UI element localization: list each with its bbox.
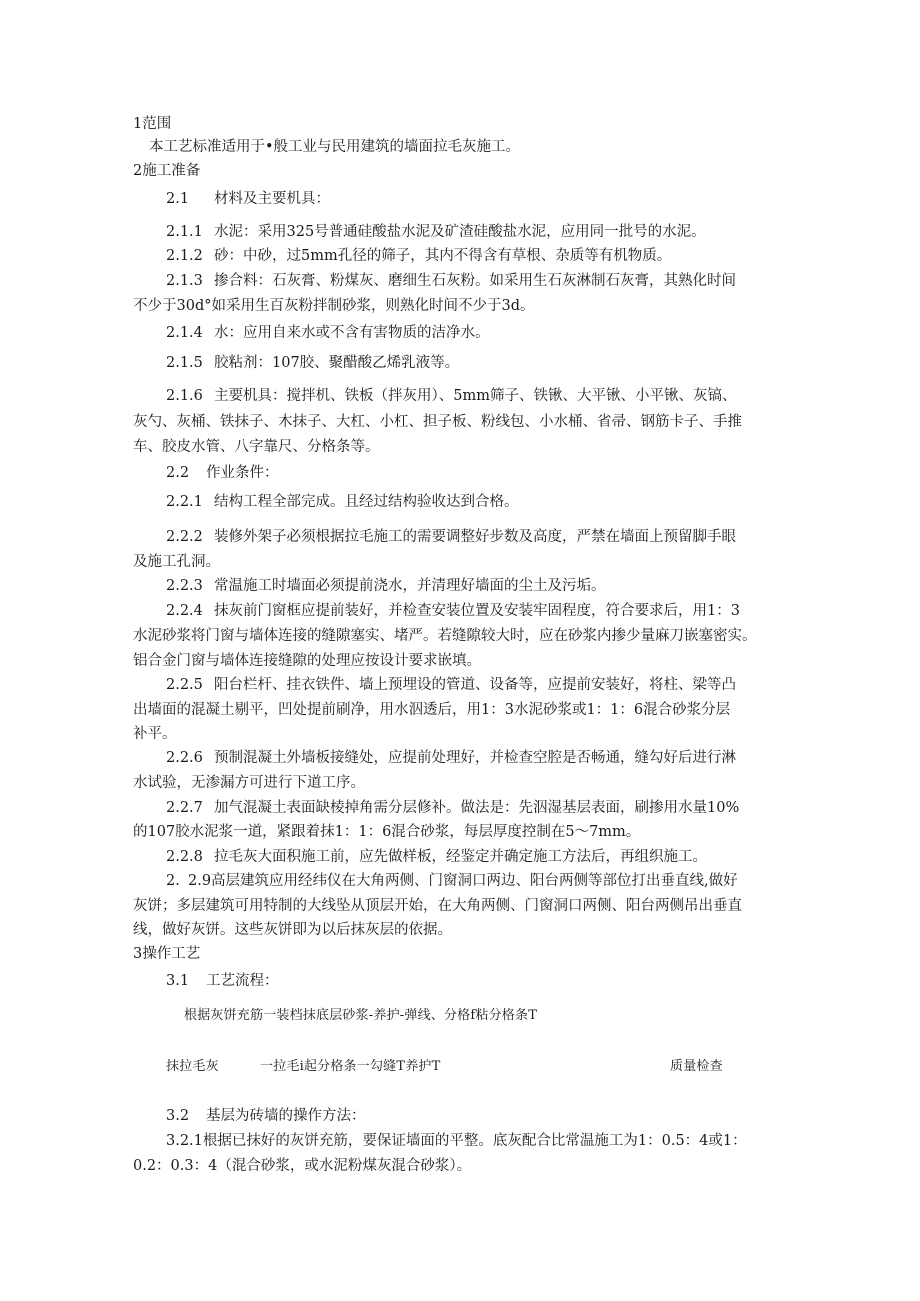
clause-2-2-8 [166, 847, 707, 867]
clause-text: 胶粘剂：107胶、聚醋酸乙烯乳液等。 [214, 355, 460, 371]
clause-number: 2.2.8 [166, 849, 203, 865]
clause-text: 砂：中砂，过5mm孔径的筛子，其内不得含有草根、杂质等有机物质。 [214, 248, 672, 264]
clause-3-1 [166, 971, 279, 991]
section-2-title: 2施工准备 [133, 163, 201, 179]
section-1-title: 1范围 [133, 116, 172, 132]
clause-2-1-2 [166, 246, 671, 266]
clause-number: 2.1.4 [166, 325, 203, 341]
clause-number: 2.1.5 [166, 355, 203, 371]
clause-2-2-9 [166, 871, 738, 891]
clause-2-2-4 [166, 601, 740, 621]
clause-number: 2.2.3 [166, 578, 203, 594]
clause-2-2-4-cont-2: 铝合金门窗与墙体连接缝隙的处理应按设计要求嵌填。 [133, 653, 481, 669]
clause-2-2-7 [166, 798, 739, 818]
clause-2-2-6-cont: 水试验，无渗漏方可进行下道工序。 [133, 775, 365, 791]
clause-text: 常温施工时墙面必须提前浇水，并清理好墙面的尘土及污垢。 [214, 578, 606, 594]
clause-2-1-4 [166, 323, 490, 343]
clause-2-1-1 [166, 222, 706, 242]
clause-text: 2.9高层建筑应用经纬仪在大角两侧、门窗洞口两边、阳台两侧等部位打出垂直线,做好 [188, 873, 738, 889]
clause-2-2-9-cont-1: 灰饼；多层建筑可用特制的大线坠从顶层开始，在大角两侧、门窗洞口两侧、阳台两侧吊出垂直 [133, 898, 742, 914]
process-flow-line-2: 一拉毛i起分格条一勾缝T养护T [260, 1059, 441, 1074]
process-flow-step-end: 质量检查 [670, 1059, 723, 1074]
clause-2-2 [166, 463, 279, 483]
clause-text: 掺合料：石灰膏、粉煤灰、磨细生石灰粉。如采用生石灰淋制石灰膏，其熟化时间 [214, 273, 736, 289]
clause-2-1 [166, 189, 330, 209]
clause-3-2-1-cont: 0.2：0.3：4（混合砂浆，或水泥粉煤灰混合砂浆）。 [133, 1158, 472, 1174]
clause-2-2-5-cont-1: 出墙面的混凝土剔平，凹处提前刷净，用水泅透后，用1：3水泥砂浆或1：1：6混合砂浆分层 [133, 702, 731, 718]
clause-text: 作业条件： [206, 465, 279, 481]
clause-number: 2.2 [166, 465, 190, 481]
clause-number: 2.2.1 [166, 494, 203, 510]
clause-number: 3.2 [166, 1108, 190, 1124]
clause-number: 3.1 [166, 973, 190, 989]
section-3-title: 3操作工艺 [133, 946, 201, 962]
clause-text: 基层为砖墙的操作方法： [206, 1108, 366, 1124]
clause-text: 水泥：采用325号普通硅酸盐水泥及矿渣硅酸盐水泥，应用同一批号的水泥。 [214, 224, 706, 240]
clause-2-2-6 [166, 748, 736, 768]
process-flow-step-start: 抹拉毛灰 [166, 1059, 219, 1074]
clause-number: 2.1.3 [166, 273, 203, 289]
clause-number: 2.1.6 [166, 388, 203, 404]
clause-2-2-2 [166, 527, 736, 547]
clause-text: 材料及主要机具： [214, 191, 330, 207]
clause-2-2-9-cont-2: 线，做好灰饼。这些灰饼即为以后抹灰层的依据。 [133, 922, 452, 938]
section-1-body: 本工艺标准适用于•般工业与民用建筑的墙面拉毛灰施工。 [149, 139, 521, 155]
clause-number: 2.2.7 [166, 800, 203, 816]
clause-text: 阳台栏杆、挂衣铁件、墙上预埋设的管道、设备等，应提前安装好，将柱、梁等凸 [214, 677, 736, 693]
clause-number: 2.1.2 [166, 248, 203, 264]
clause-text: 水：应用自来水或不含有害物质的洁净水。 [214, 325, 490, 341]
clause-2-2-5-cont-2: 补平。 [133, 726, 177, 742]
clause-2-1-6 [166, 386, 736, 406]
clause-2-2-1 [166, 492, 519, 512]
clause-2-2-4-cont-1: 水泥砂浆将门窗与墙体连接的缝隙塞实、堵严。若缝隙较大时，应在砂浆内掺少量麻刀嵌塞密实。 [133, 628, 757, 644]
clause-text: 工艺流程： [206, 973, 279, 989]
process-flow-line-1: 根据灰饼充筋一装档抹底层砂浆-养护-弹线、分格f粘分格条T [184, 1008, 538, 1023]
clause-text: 结构工程全部完成。且经过结构验收达到合格。 [214, 494, 519, 510]
clause-2-2-2-cont: 及施工孔洞。 [133, 554, 220, 570]
clause-text: 预制混凝土外墙板接缝处，应提前处理好，并检查空腔是否畅通，缝勾好后进行淋 [214, 750, 736, 766]
clause-2-1-6-cont-2: 车、胶皮水管、八字靠尺、分格条等。 [133, 439, 380, 455]
clause-3-2-1: 3.2.1根据已抹好的灰饼充筋，要保证墙面的平整。底灰配合比常温施工为1：0.5：4或1： [166, 1133, 747, 1149]
clause-number: 2.1.1 [166, 224, 203, 240]
clause-text: 装修外架子必须根据拉毛施工的需要调整好步数及高度，严禁在墙面上预留脚手眼 [214, 529, 736, 545]
clause-2-1-3 [166, 271, 736, 291]
clause-text: 主要机具：搅拌机、铁板（拌灰用）、5mm筛子、铁锹、大平锹、小平锹、灰镐、 [214, 388, 737, 404]
clause-number: 2.2.4 [166, 603, 203, 619]
clause-text: 抹灰前门窗框应提前装好，并检查安装位置及安装牢固程度，符合要求后，用1：3 [214, 603, 740, 619]
clause-number: 2.2.2 [166, 529, 203, 545]
clause-text: 加气混凝土表面缺棱掉角需分层修补。做法是：先泅湿基层表面，刷掺用水量10% [214, 800, 740, 816]
clause-2-1-6-cont-1: 灰勺、灰桶、铁抹子、木抹子、大杠、小杠、担子板、粉线包、小水桶、省帚、钢筋卡子、手推 [133, 414, 742, 430]
clause-text: 拉毛灰大面积施工前，应先做样板，经鉴定并确定施工方法后，再组织施工。 [214, 849, 707, 865]
clause-number: 2.2.5 [166, 677, 203, 693]
clause-number: 2.1 [166, 191, 190, 207]
clause-2-2-5 [166, 675, 736, 695]
clause-number: 2.2.6 [166, 750, 203, 766]
clause-3-2 [166, 1106, 366, 1126]
clause-2-1-3-cont: 不少于30d°如采用生百灰粉拌制砂浆，则熟化时间不少于3d。 [133, 298, 535, 314]
clause-2-1-5 [166, 353, 459, 373]
clause-2-2-3 [166, 576, 606, 596]
clause-number: 2. [166, 873, 180, 889]
clause-2-2-7-cont: 的107胶水泥浆一道，紧跟着抹1：1：6混合砂浆，每层厚度控制在5〜7mm。 [133, 824, 641, 840]
